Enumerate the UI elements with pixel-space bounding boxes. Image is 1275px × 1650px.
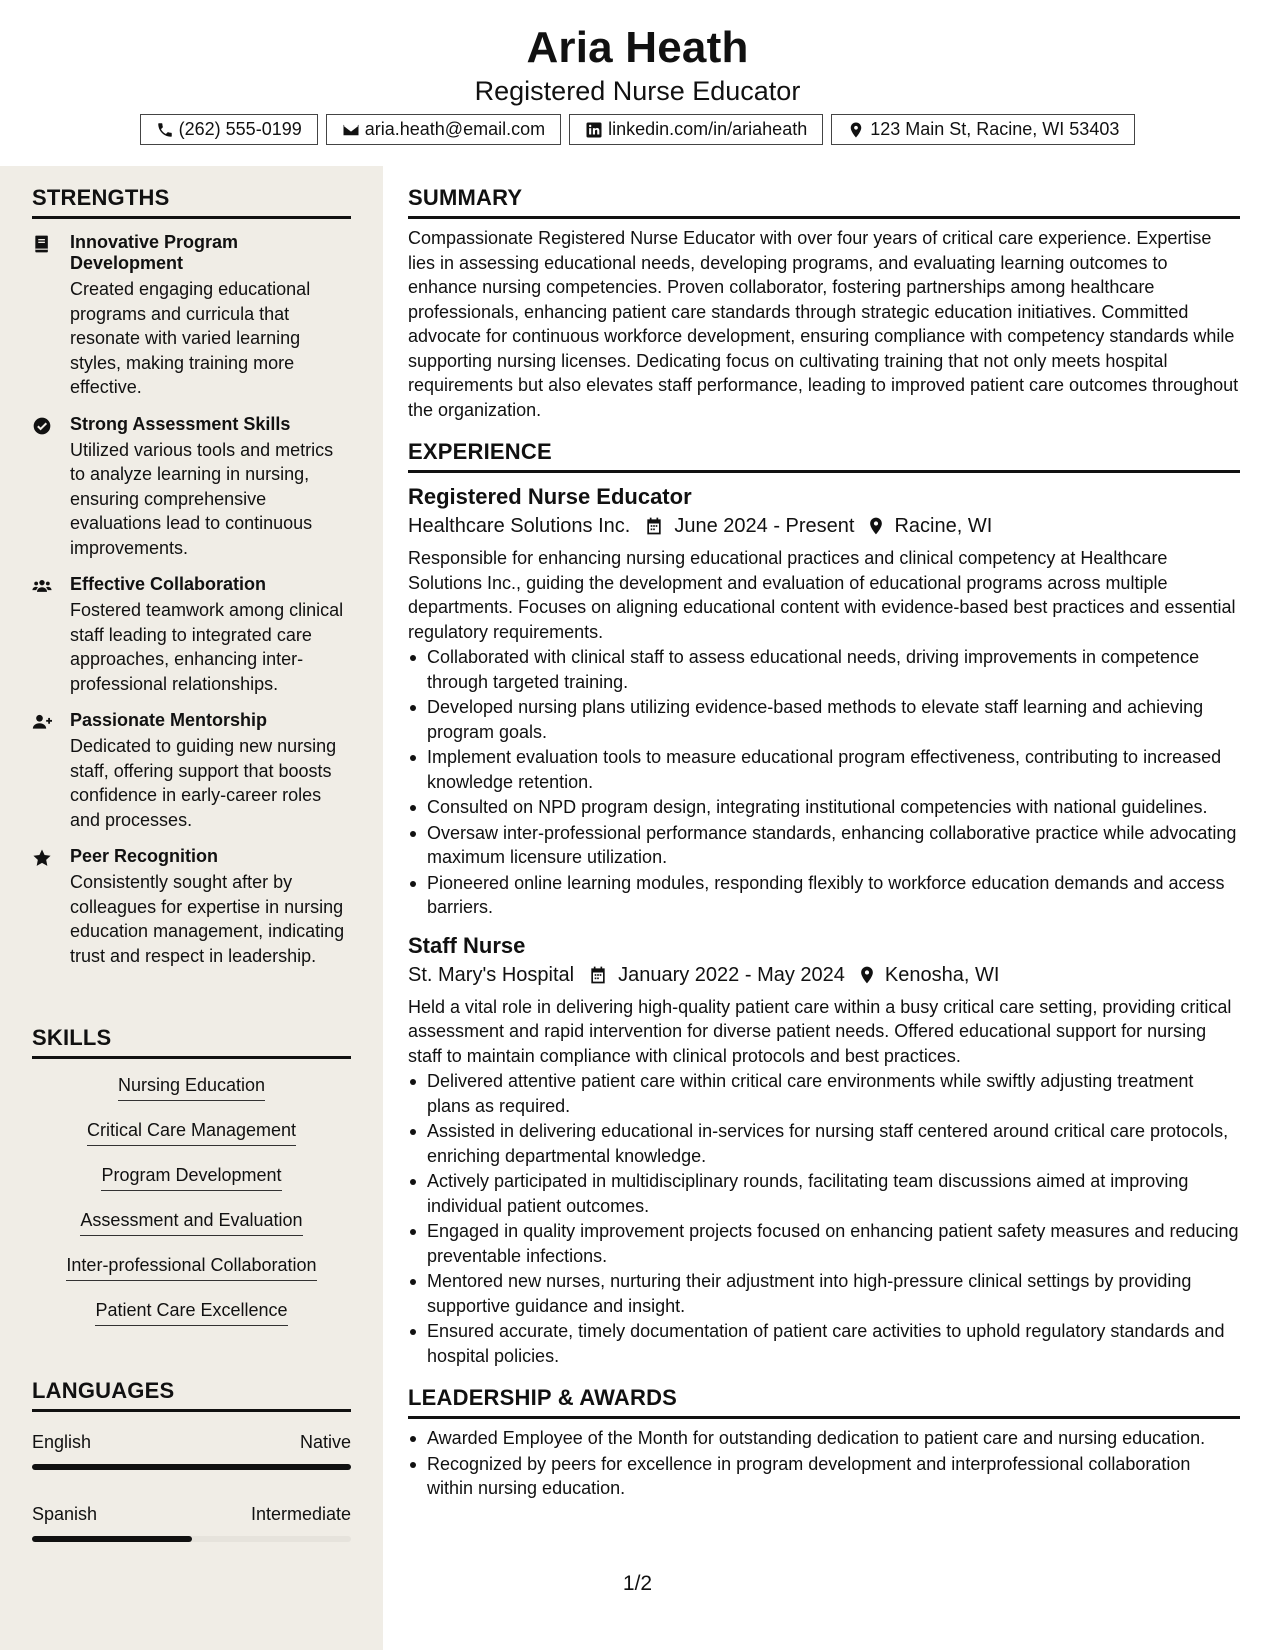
strengths-heading: STRENGTHS xyxy=(32,184,351,219)
summary-section xyxy=(408,184,1240,422)
job-bullet: Engaged in quality improvement projects focused on enhancing patient safety measures and reducing preventable infections. xyxy=(408,1219,1240,1268)
contact-address[interactable] xyxy=(831,114,1135,145)
job-role: Staff Nurse xyxy=(408,932,526,958)
strength-title: Innovative Program Development xyxy=(70,232,239,273)
experience-heading: EXPERIENCE xyxy=(408,438,1240,473)
contact-address-text: 123 Main St, Racine, WI 53403 xyxy=(870,119,1120,139)
job-location: Kenosha, WI xyxy=(884,963,1000,986)
job-description: Responsible for enhancing nursing educational practices and clinical competency at Healthcare Solutions Inc., guiding the development and evaluation of educational programs across multiple departments. Focuses on aligning educational content with evidence-based best practices and essential regulatory requirements. xyxy=(408,548,1236,642)
leadership-heading: LEADERSHIP & AWARDS xyxy=(408,1384,1240,1419)
main-content xyxy=(408,166,1240,1501)
strength-item xyxy=(32,710,351,832)
star-icon xyxy=(32,848,52,868)
job-meta xyxy=(408,961,1240,989)
sidebar xyxy=(0,166,383,1650)
job-bullet: Actively participated in multidisciplinary rounds, facilitating team discussions aimed at improving individual patient outcomes. xyxy=(408,1169,1240,1218)
contact-linkedin-text: linkedin.com/in/ariaheath xyxy=(608,119,808,139)
strength-description: Created engaging educational programs and curricula that resonate with varied learning styles, making training more effective. xyxy=(70,279,311,397)
contact-phone[interactable] xyxy=(140,114,318,145)
contact-phone-text: (262) 555-0199 xyxy=(178,119,302,139)
job-description: Held a vital role in delivering high-quality patient care within a busy critical care setting, providing critical assessment and rapid intervention for diverse patient needs. Offered educational support for nursing staff to maintain compliance with clinical protocols and best practices. xyxy=(408,996,1232,1066)
leadership-bullet: Awarded Employee of the Month for outstanding dedication to patient care and nursing education. xyxy=(408,1426,1240,1451)
location-pin-icon xyxy=(847,121,865,139)
languages-heading: LANGUAGES xyxy=(32,1377,351,1412)
linkedin-icon xyxy=(585,121,603,139)
job-bullet: Mentored new nurses, nurturing their adjustment into high-pressure clinical settings by providing supportive guidance and insight. xyxy=(408,1269,1240,1318)
leadership-bullets xyxy=(408,1426,1240,1501)
job-company: Healthcare Solutions Inc. xyxy=(408,515,631,537)
language-item xyxy=(32,1502,351,1542)
languages-section xyxy=(32,1377,351,1542)
skills-list xyxy=(32,1073,351,1343)
page-number: 1/2 xyxy=(622,1572,653,1595)
resume-header xyxy=(0,22,1275,145)
job-bullet: Consulted on NPD program design, integrating institutional competencies with national guidelines. xyxy=(408,795,1240,820)
strength-item xyxy=(32,846,351,968)
summary-heading: SUMMARY xyxy=(408,184,1240,219)
language-level: Native xyxy=(299,1432,351,1452)
strength-description: Consistently sought after by colleagues for expertise in nursing education management, indicating trust and respect in leadership. xyxy=(70,872,345,966)
job-location: Racine, WI xyxy=(894,515,993,537)
job-company: St. Mary's Hospital xyxy=(408,963,575,986)
experience-section xyxy=(408,438,1240,1368)
job-bullet: Collaborated with clinical staff to assess educational needs, driving improvements in competence through targeted training. xyxy=(408,645,1240,694)
summary-text: Compassionate Registered Nurse Educator with over four years of critical care experience. Expertise lies in assessing educational needs, developing programs, and evaluating learning outcomes to enhance nursing competencies. Proven collaborator, fostering partnerships among healthcare professionals, enhancing patient care standards through strategic education initiatives. Committed advocate for continuous workforce development, ensuring compliance with competency standards while supporting nursing licenses. Dedicating focus on cultivating training that not only meets hospital requirements but also elevates staff performance, leading to improved patient care outcomes throughout the organization. xyxy=(408,228,1239,420)
leadership-section xyxy=(408,1384,1240,1501)
job-entry xyxy=(408,483,1240,920)
skill-tag: Program Development xyxy=(101,1163,281,1191)
strength-title: Effective Collaboration xyxy=(70,574,267,594)
job-entry xyxy=(408,932,1240,1369)
skills-section xyxy=(32,1024,351,1343)
contact-bar xyxy=(0,114,1275,145)
strength-item xyxy=(32,414,351,561)
skill-tag: Inter-professional Collaboration xyxy=(66,1253,316,1281)
job-dates: June 2024 - Present xyxy=(674,515,855,537)
job-bullets xyxy=(408,645,1240,920)
job-bullet: Ensured accurate, timely documentation of patient care activities to uphold regulatory standards and hospital policies. xyxy=(408,1319,1240,1368)
strengths-section xyxy=(32,184,351,968)
job-bullets xyxy=(408,1069,1240,1368)
skill-tag: Critical Care Management xyxy=(87,1118,296,1146)
strength-description: Dedicated to guiding new nursing staff, offering support that boosts confidence in early-career roles and processes. xyxy=(70,736,337,830)
job-bullet: Assisted in delivering educational in-services for nursing staff centered around critical care protocols, enriching departmental knowledge. xyxy=(408,1119,1240,1168)
calendar-icon xyxy=(588,965,608,985)
job-bullet: Developed nursing plans utilizing evidence-based methods to elevate staff learning and achieving program goals. xyxy=(408,695,1240,744)
location-pin-icon xyxy=(866,516,886,536)
envelope-icon xyxy=(342,121,360,139)
contact-email[interactable] xyxy=(326,114,561,145)
phone-icon xyxy=(156,121,174,139)
skill-tag: Nursing Education xyxy=(118,1073,265,1101)
strength-item xyxy=(32,574,351,696)
job-bullet: Delivered attentive patient care within critical care environments while swiftly adjusting treatment plans as required. xyxy=(408,1069,1240,1118)
strength-item xyxy=(32,232,351,400)
strength-title: Passionate Mentorship xyxy=(70,710,268,730)
candidate-name: Aria Heath xyxy=(526,23,749,72)
users-icon xyxy=(32,576,52,596)
language-proficiency-fill xyxy=(32,1464,351,1470)
check-circle-icon xyxy=(32,416,52,436)
strength-title: Strong Assessment Skills xyxy=(70,413,291,434)
skill-tag: Patient Care Excellence xyxy=(95,1298,287,1326)
job-bullet: Pioneered online learning modules, responding flexibly to workforce education demands and access barriers. xyxy=(408,871,1240,920)
job-meta xyxy=(408,512,1240,540)
contact-email-text: aria.heath@email.com xyxy=(364,119,546,139)
candidate-title: Registered Nurse Educator xyxy=(474,76,801,106)
strength-description: Utilized various tools and metrics to analyze learning in nursing, ensuring comprehensive evaluations lead to continuous improvements. xyxy=(70,439,334,558)
strengths-list xyxy=(32,232,351,968)
location-pin-icon xyxy=(857,965,877,985)
book-icon xyxy=(32,234,52,254)
language-name: English xyxy=(32,1432,92,1452)
job-bullet: Oversaw inter-professional performance standards, enhancing collaborative practice while advocating maximum licensure utilization. xyxy=(408,821,1240,870)
job-dates: January 2022 - May 2024 xyxy=(618,963,845,986)
language-level: Intermediate xyxy=(250,1504,351,1524)
language-proficiency-bar xyxy=(32,1536,351,1542)
language-proficiency-bar xyxy=(32,1464,351,1470)
strength-title: Peer Recognition xyxy=(70,846,219,866)
contact-linkedin[interactable] xyxy=(569,114,823,145)
user-plus-icon xyxy=(32,712,52,732)
leadership-bullet: Recognized by peers for excellence in program development and interprofessional collaboration within nursing education. xyxy=(408,1452,1240,1501)
job-bullet: Implement evaluation tools to measure educational program effectiveness, contributing to increased knowledge retention. xyxy=(408,745,1240,794)
calendar-icon xyxy=(644,516,664,536)
strength-description: Fostered teamwork among clinical staff leading to integrated care approaches, enhancing inter-professional relationships. xyxy=(70,600,344,694)
language-proficiency-fill xyxy=(32,1536,192,1542)
skills-heading: SKILLS xyxy=(32,1024,351,1059)
job-role: Registered Nurse Educator xyxy=(408,484,692,509)
skill-tag: Assessment and Evaluation xyxy=(80,1208,302,1236)
language-item xyxy=(32,1430,351,1470)
language-name: Spanish xyxy=(32,1504,98,1524)
